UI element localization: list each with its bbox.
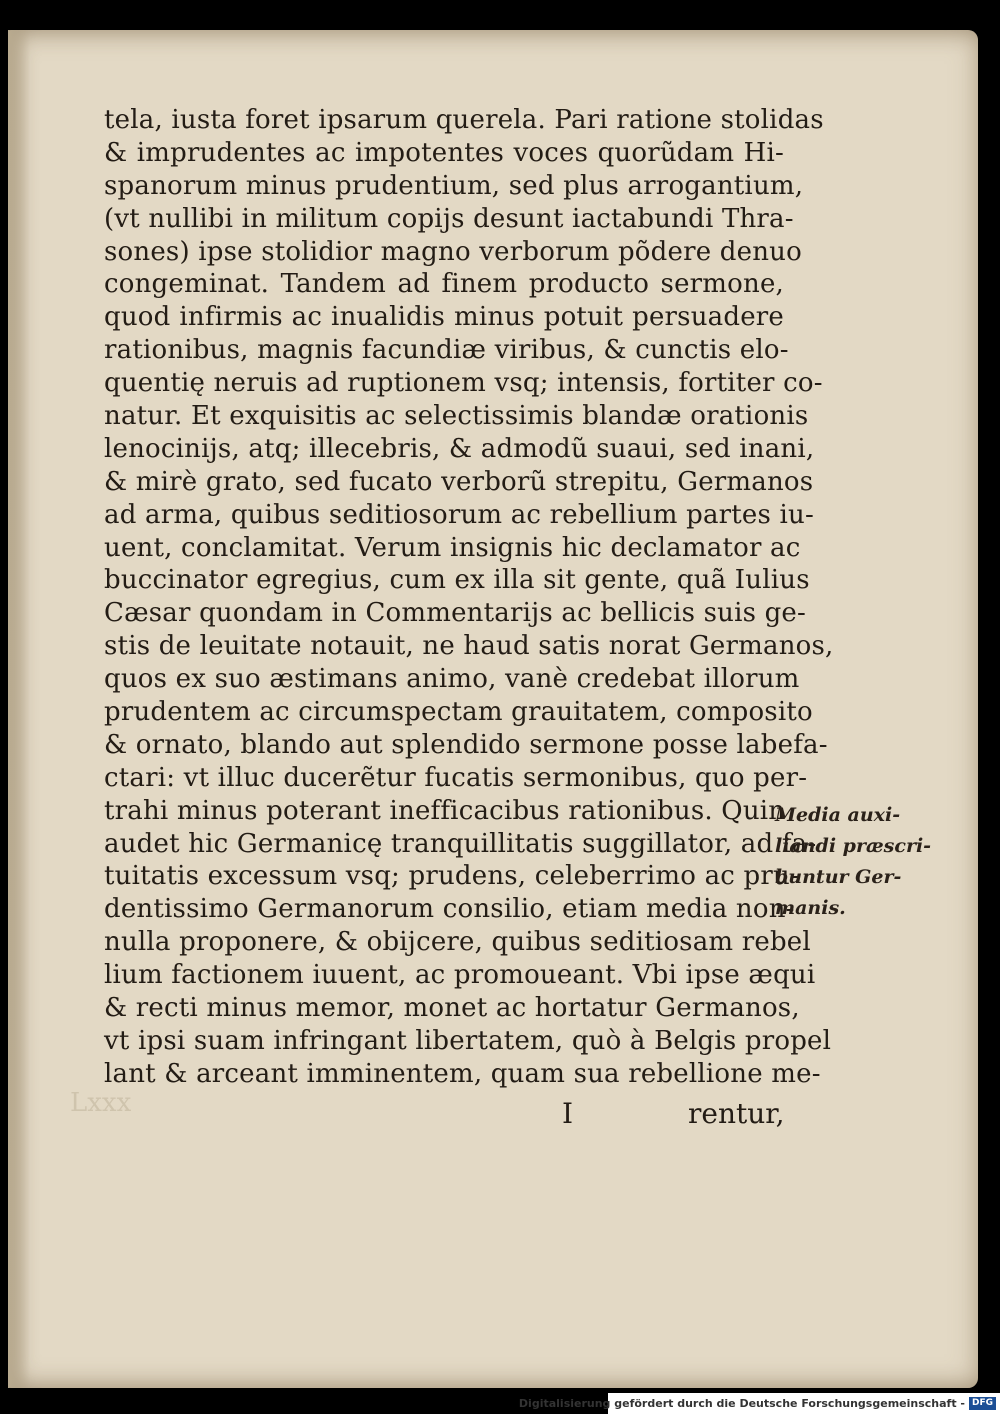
text-line: quod infirmis ac inualidis minus potuit persuadere <box>104 302 784 333</box>
text-line: rationibus, magnis facundiæ viribus, & cunctis elo- <box>104 335 789 366</box>
text-line: congeminat. Tandem ad finem producto sermone, <box>104 269 784 300</box>
text-line: & recti minus memor, monet ac hortatur Germanos, <box>104 993 800 1024</box>
text-line: lenocinijs, atq; illecebris, & admodũ suaui, sed inani, <box>104 433 815 464</box>
margin-note-line: buntur Ger- <box>775 866 902 888</box>
text-line: stis de leuitate notauit, ne haud satis norat Germanos, <box>104 631 834 662</box>
margin-note-line: Media auxi- <box>775 804 901 826</box>
margin-note-line: liandi præscri- <box>775 835 932 857</box>
text-line: (vt nullibi in militum copijs desunt iactabundi Thra- <box>104 203 794 234</box>
text-line: buccinator egregius, cum ex illa sit gente, quã Iulius <box>104 565 810 596</box>
text-line: prudentem ac circumspectam grauitatem, composito <box>104 697 813 728</box>
text-line: tela, iusta foret ipsarum querela. Pari ratione stolidas <box>104 105 824 135</box>
text-line: audet hic Germanicę tranquillitatis suggillator, ad fa- <box>104 828 817 859</box>
text-line: & mirè grato, sed fucato verborũ strepitu, Germanos <box>104 466 814 497</box>
text-line: dentissimo Germanorum consilio, etiam media non- <box>104 894 795 925</box>
text-line: spanorum minus prudentium, sed plus arrogantium, <box>104 170 804 201</box>
signature-mark: I <box>562 1097 574 1130</box>
text-line: ctari: vt illuc ducerẽtur fucatis sermonibus, quo per- <box>104 762 808 793</box>
text-line: natur. Et exquisitis ac selectissimis blandæ orationis <box>104 401 809 432</box>
text-line: & ornato, blando aut splendido sermone posse labefa- <box>104 729 828 760</box>
footer-credit-bar <box>518 1393 1000 1414</box>
catchword: rentur, <box>688 1097 785 1130</box>
text-line: trahi minus poterant inefficacibus rationibus. Quin <box>104 795 786 826</box>
bleed-through-text: Lxxx <box>70 1088 132 1118</box>
footer-credit-text: Digitalisierung gefördert durch die Deutsche Forschungsgemeinschaft - <box>518 1397 965 1410</box>
text-line: tuitatis excessum vsq; prudens, celeberrimo ac pru- <box>104 861 799 892</box>
text-line: uent, conclamitat. Verum insignis hic declamator ac <box>104 532 801 563</box>
text-line: ad arma, quibus seditiosorum ac rebellium partes iu- <box>104 499 814 530</box>
text-line: lant & arceant imminentem, quam sua rebellione me- <box>104 1058 821 1089</box>
text-line: vt ipsi suam infringant libertatem, quò à Belgis propel <box>104 1025 832 1056</box>
page-spine-shadow <box>8 30 30 1388</box>
text-line: lium factionem iuuent, ac promoueant. Vbi ipse æqui <box>104 960 816 991</box>
text-line: quentię neruis ad ruptionem vsq; intensis, fortiter co- <box>104 368 823 399</box>
text-line: nulla proponere, & obijcere, quibus seditiosam rebel <box>104 927 811 958</box>
text-line: sones) ipse stolidior magno verborum põdere denuo <box>104 236 802 267</box>
text-line: & imprudentes ac impotentes voces quorũdam Hi- <box>104 137 784 168</box>
margin-note-line: manis. <box>775 897 846 919</box>
margin-note <box>775 800 932 924</box>
dfg-logo-icon: DFG <box>969 1397 996 1410</box>
text-line: quos ex suo æstimans animo, vanè credebat illorum <box>104 664 800 695</box>
text-line: Cæsar quondam in Commentarijs ac bellicis suis ge- <box>104 598 807 629</box>
